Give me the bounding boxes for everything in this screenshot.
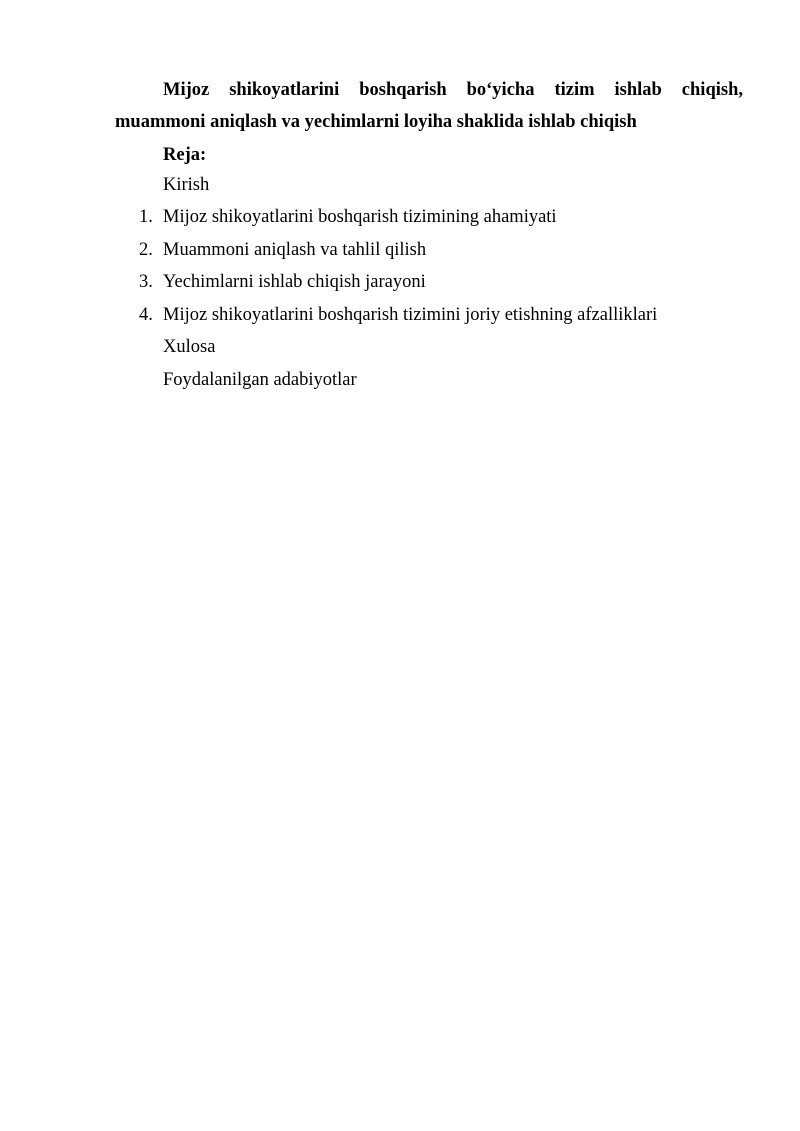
list-item-text: Mijoz shikoyatlarini boshqarish tizimining ahamiyati — [163, 207, 557, 227]
plan-references: Foydalanilgan adabiyotlar — [163, 370, 357, 390]
plan-conclusion: Xulosa — [163, 337, 216, 357]
plan-intro: Kirish — [163, 175, 210, 195]
list-item-number: 3. — [139, 272, 153, 292]
list-item-text: Mijoz shikoyatlarini boshqarish tizimini joriy etishning afzalliklari — [163, 305, 658, 325]
list-item-text: Muammoni aniqlash va tahlil qilish — [163, 240, 427, 260]
list-item-text: Yechimlarni ishlab chiqish jarayoni — [163, 272, 426, 292]
plan-heading: Reja: — [163, 145, 207, 165]
list-item-number: 2. — [139, 240, 153, 260]
list-item-number: 1. — [139, 207, 153, 227]
list-item-number: 4. — [139, 305, 153, 325]
document-title: Mijoz shikoyatlarini boshqarish bo‘yicha tizim ishlab chiqish, muammoni aniqlash va yechimlarni loyiha shaklida ishlab chiqish — [115, 80, 743, 132]
